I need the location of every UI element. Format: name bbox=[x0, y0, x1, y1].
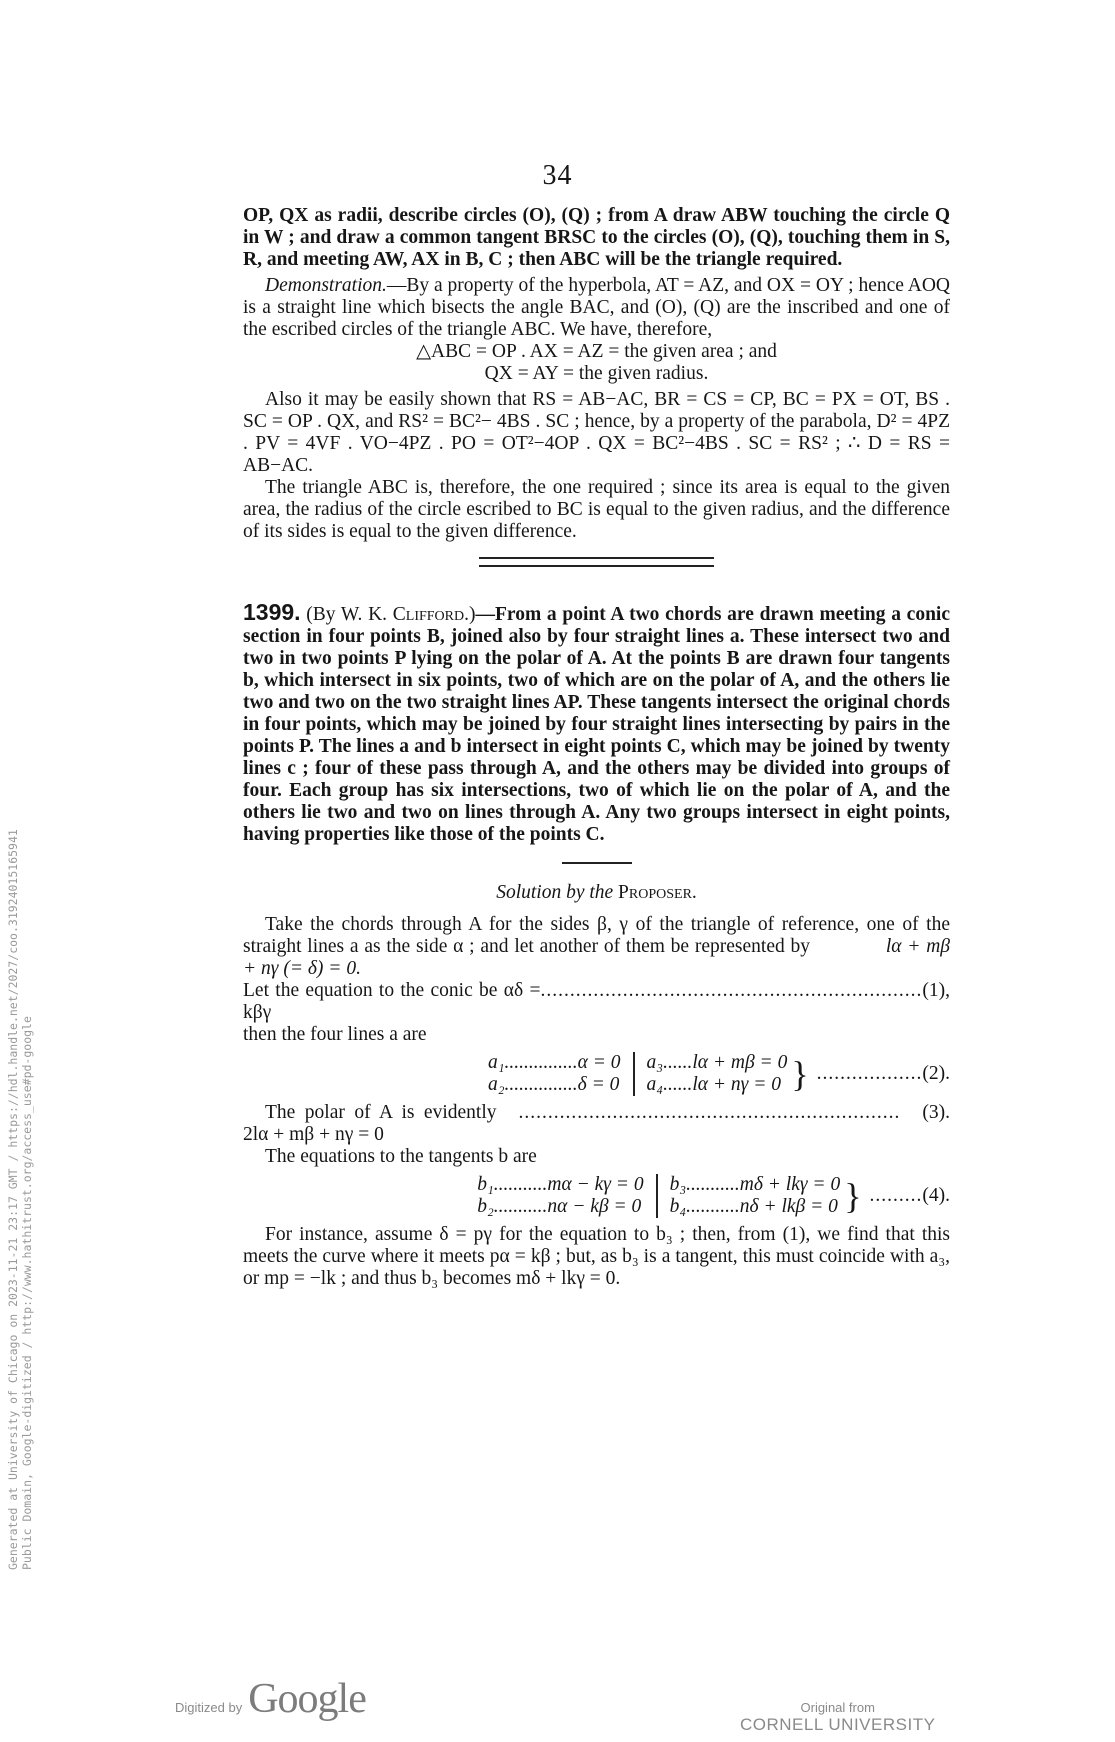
page-number: 34 bbox=[542, 160, 573, 191]
equation-a2: a₂...............δ = 0 bbox=[487, 1074, 620, 1095]
solution-heading-italic: Solution by the bbox=[496, 882, 619, 903]
section-divider bbox=[479, 557, 714, 567]
equation-ref-1: (1), bbox=[922, 980, 950, 1001]
equation-ref-4: (4). bbox=[922, 1185, 950, 1206]
polar-equation: The polar of A is evidently 2lα + mβ + nγ = 0 bbox=[243, 1102, 497, 1145]
solution-heading-proposer: Proposer bbox=[618, 882, 692, 903]
short-divider bbox=[562, 862, 632, 864]
problem-author-open: (By W. K. bbox=[306, 604, 393, 625]
equation-block-4 bbox=[243, 1174, 950, 1218]
equation-a3: a₃......lα + mβ = 0 bbox=[646, 1052, 788, 1073]
leader-dots: ......... bbox=[869, 1185, 923, 1206]
leader-dots: .................. bbox=[816, 1063, 923, 1084]
institution-name: CORNELL UNIVERSITY bbox=[740, 1715, 936, 1734]
leader-dots: ................................................................. bbox=[540, 980, 923, 1001]
solution-paragraph-1 bbox=[243, 914, 950, 980]
watermark-line-1: Generated at University of Chicago on 2023-11-21 23:17 GMT / https://hdl.handle.net/2027/coo.31924015165941 bbox=[6, 829, 20, 1570]
demonstration-text: —By a property of the hyperbola, AT = AZ, and OX = OY ; hence AOQ is a straight line which bisects the angle BAC, and (O), (Q) are the inscribed and one of the escribed circles of the triangle ABC. We have, therefore, bbox=[243, 275, 950, 340]
equation-b3: b₃...........mδ + lkγ = 0 bbox=[669, 1174, 841, 1195]
right-brace: } bbox=[791, 1054, 809, 1094]
demonstration-paragraph bbox=[243, 275, 950, 341]
problem-number: 1399. bbox=[243, 599, 301, 625]
solution-paragraph-4: The equations to the tangents b are bbox=[265, 1146, 537, 1167]
digitized-by-google bbox=[175, 1675, 366, 1723]
solution-p1-text: Take the chords through A for the sides β, γ of the triangle of reference, one of the straight lines a as the side α ; and let another of them be represented by bbox=[243, 914, 950, 957]
equation-b-left bbox=[477, 1174, 643, 1218]
tangents-b-equations bbox=[477, 1174, 840, 1218]
solution-heading bbox=[243, 882, 950, 904]
equation-a-right bbox=[647, 1052, 788, 1096]
watermark-line-2: Public Domain, Google-digitized / http://www.hathitrust.org/access_use#pd-google bbox=[20, 1016, 34, 1570]
solution-paragraph-3 bbox=[243, 1102, 950, 1146]
equation-b4: b₄...........nδ + lkβ = 0 bbox=[669, 1196, 838, 1217]
main-text-column bbox=[243, 205, 950, 1290]
leader-dots: ................................................................. bbox=[518, 1102, 901, 1123]
lines-a-equations bbox=[488, 1052, 787, 1096]
equation-b-right bbox=[670, 1174, 841, 1218]
problem-statement bbox=[243, 601, 950, 846]
equation-b1: b₁...........mα − kγ = 0 bbox=[477, 1174, 644, 1195]
demonstration-label: Demonstration. bbox=[265, 275, 387, 296]
equation-radius: QX = AY = the given radius. bbox=[484, 363, 709, 384]
equation-separator bbox=[633, 1052, 635, 1096]
equation-ref-3: (3). bbox=[922, 1102, 950, 1123]
solution-p1-equation: lα + mβ + nγ (= δ) = 0. bbox=[243, 936, 951, 979]
original-from bbox=[740, 1700, 935, 1735]
prev-solution-paragraph-3: Also it may be easily shown that RS = AB−AC, BR = CS = CP, BC = PX = OT, BS . SC = OP . QX, and RS² = BC²− 4BS . SC ; hence, by a property of the parabola, D² = 4PZ . PV = 4VF . VO−4PZ . PO = OT²−4OP . QX = BC²−4BS . SC = RS² ; ∴ D = RS = AB−AC. bbox=[243, 389, 950, 476]
problem-author-name: Clifford bbox=[392, 604, 465, 625]
equation-block-2 bbox=[243, 1052, 950, 1096]
solution-paragraph-5: For instance, assume δ = pγ for the equation to b₃ ; then, from (1), we find that this meets the curve where it meets pα = kβ ; but, as b₃ is a tangent, this must coincide with a₃, or mp = −lk ; and thus b₃ becomes mδ + lkγ = 0. bbox=[243, 1224, 950, 1289]
equation-separator bbox=[656, 1174, 658, 1218]
prev-solution-paragraph-4: The triangle ABC is, therefore, the one required ; since its area is equal to the given area, the radius of the circle escribed to BC is equal to the given radius, and the difference of its sides is equal to the given difference. bbox=[243, 477, 950, 542]
hathitrust-watermark bbox=[6, 829, 34, 1570]
right-brace: } bbox=[844, 1176, 862, 1216]
equation-ref-2: (2). bbox=[922, 1063, 950, 1084]
solution-heading-end: . bbox=[691, 882, 697, 903]
problem-text: —From a point A two chords are drawn meeting a conic section in four points B, joined also by four straight lines a. These intersect two and two in two points P lying on the polar of A. At the points B are drawn four tangents b, which intersect in six points, two of which are on the polar of A, and the others lie two and two on the two straight lines AP. These tangents intersect the original chords in four points, which may be joined by four straight lines intersecting by pairs in the points P. The lines a and b intersect in eight points C, which may be joined by twenty lines c ; four of these pass through A, and the others may be divided into groups of four. Each group has six intersections, two of which lie on the polar of A, and the others lie two and two on lines through A. Any two groups intersect in eight points, having properties like those of the points C. bbox=[243, 604, 951, 845]
solution-paragraph-2b: then the four lines a are bbox=[243, 1024, 427, 1045]
equation-a-left bbox=[488, 1052, 621, 1096]
solution-paragraph-2 bbox=[243, 980, 950, 1024]
conic-equation: Let the equation to the conic be αδ = kβγ bbox=[243, 980, 541, 1023]
equation-a1: a₁...............α = 0 bbox=[487, 1052, 621, 1073]
digitized-by-label: Digitized by bbox=[175, 1700, 243, 1715]
original-from-label: Original from bbox=[800, 1700, 875, 1715]
equation-b2: b₂...........nα − kβ = 0 bbox=[477, 1196, 642, 1217]
equation-area: △ABC = OP . AX = AZ = the given area ; and bbox=[416, 341, 777, 362]
problem-author-close: .) bbox=[464, 604, 476, 625]
equation-a4: a₄......lα + nγ = 0 bbox=[646, 1074, 781, 1095]
prev-solution-paragraph-1: OP, QX as radii, describe circles (O), (Q) ; from A draw ABW touching the circle Q in W ; and draw a common tangent BRSC to the circles (O), (Q), touching them in S, R, and meeting AW, AX in B, C ; then ABC will be the triangle required. bbox=[243, 205, 950, 270]
google-logo: Google bbox=[248, 1676, 366, 1722]
